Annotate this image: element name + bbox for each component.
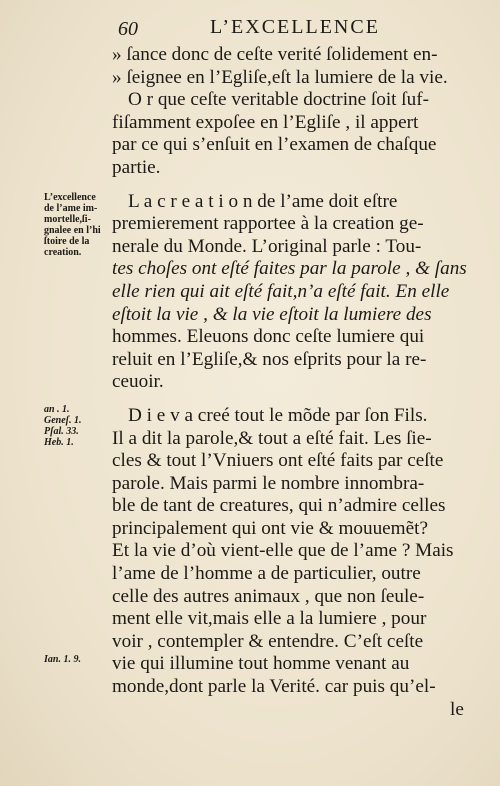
margin-note-line: mortelle,ſi-: [44, 214, 91, 225]
text-line: le: [450, 698, 464, 720]
text-line: fiſamment expoſee en l’Egliſe , il appert: [112, 111, 419, 133]
text-line: monde,dont parle la Verité. car puis qu’el-: [112, 676, 436, 698]
text-line: nerale du Monde. L’original parle : Tou-: [112, 235, 422, 257]
margin-note-line: gnalee en l’hi: [44, 225, 101, 236]
margin-note-jan: [44, 654, 104, 665]
page-number: 60: [118, 18, 138, 40]
text-line: l’ame de l’homme a de particulier, outre: [112, 563, 421, 585]
text-line: parole. Mais parmi le nombre innombra-: [112, 472, 425, 494]
text-line: voir , contempler & entendre. C’eſt ceſte: [112, 630, 424, 652]
text-line: Il a dit la parole,& tout a eſté fait. Les ſie-: [112, 427, 432, 449]
margin-note-line: L’excellence: [44, 192, 96, 203]
margin-note-line: Ian. 1. 9.: [44, 654, 81, 665]
bleed-through: [262, 705, 422, 745]
text-line: reluit en l’Egliſe,& nos eſprits pour la re-: [112, 348, 427, 370]
text-line: ceuoir.: [112, 371, 164, 393]
margin-note-line: Geneſ. 1.: [44, 415, 82, 426]
text-line: L a c r e a t i o n de l’ame doit eſtre: [128, 190, 398, 212]
text-line: par ce qui s’enſuit en l’examen de chaſque: [112, 134, 437, 156]
margin-note-references: [44, 404, 104, 448]
margin-note-line: creation.: [44, 247, 82, 258]
text-line: hommes. Eleuons donc ceſte lumiere qui: [112, 326, 425, 348]
margin-note-line: de l’ame im-: [44, 203, 98, 214]
text-line: ble de tant de creatures, qui n’admire celles: [112, 495, 446, 517]
text-line: cles & tout l’Vniuers ont eſté faits par ceſte: [112, 450, 444, 472]
margin-note-creation: [44, 192, 114, 258]
text-line: O r que ceſte veritable doctrine ſoit ſuf-: [128, 89, 430, 111]
text-line: premierement rapportee à la creation ge-: [112, 213, 424, 235]
text-line: Et la vie d’où vient-elle que de l’ame ? Mais: [112, 540, 454, 562]
text-line: vie qui illumine tout homme venant au: [112, 653, 410, 675]
running-title: L’EXCELLENCE: [210, 16, 380, 38]
text-line: » ſeignee en l’Egliſe,eſt la lumiere de la vie.: [112, 66, 448, 88]
text-line: ment elle vit,mais elle a la lumiere , pour: [112, 608, 427, 630]
text-line: principalement qui ont vie & mouuemẽt?: [112, 517, 428, 539]
body-text: [112, 44, 474, 721]
text-line: elle rien qui ait eſté fait,n’a eſté fait. En elle: [112, 280, 450, 302]
margin-note-line: an . 1.: [44, 404, 70, 415]
margin-note-line: ſtoire de la: [44, 236, 90, 247]
text-line: » ſance donc de ceſte verité ſolidement en-: [112, 44, 438, 65]
text-line: eſtoit la vie , & la vie eſtoit la lumiere des: [112, 303, 432, 325]
margin-note-line: Heb. 1.: [44, 437, 74, 448]
text-line: tes choſes ont eſté faites par la parole , & ſans: [112, 258, 467, 280]
text-line: celle des autres animaux , que non ſeule-: [112, 585, 425, 607]
text-line: D i e v a creé tout le mõde par ſon Fils.: [128, 404, 428, 426]
margin-note-line: Pſal. 33.: [44, 426, 79, 437]
text-line: partie.: [112, 156, 161, 178]
